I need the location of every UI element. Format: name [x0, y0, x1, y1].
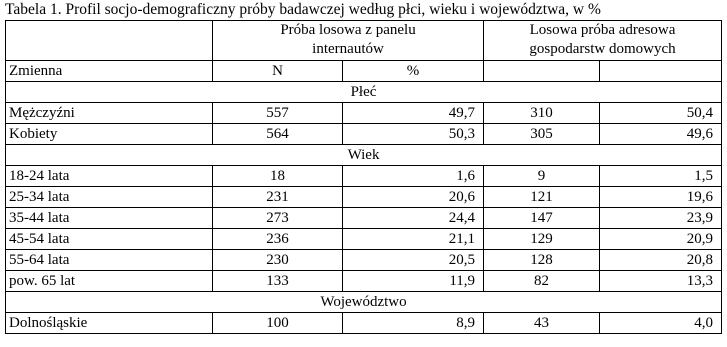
- header-pct-panel: %: [343, 61, 484, 82]
- cell-pct-panel: 21,1: [343, 229, 484, 250]
- cell-pct-household: 4,0: [600, 313, 722, 334]
- table-row: [6, 103, 722, 124]
- section-row: [6, 292, 722, 313]
- cell-pct-panel: 49,7: [343, 103, 484, 124]
- cell-n-panel: 557: [213, 103, 343, 124]
- cell-pct-household: 50,4: [600, 103, 722, 124]
- row-label: Mężczyźni: [6, 103, 213, 124]
- cell-pct-household: 20,9: [600, 229, 722, 250]
- header-group-household-line1: Losowa próba adresowa: [529, 22, 676, 38]
- header-group-internet-panel-line2: internautów: [312, 41, 384, 57]
- table-row: [6, 229, 722, 250]
- row-label: 18-24 lata: [6, 166, 213, 187]
- table-body: [6, 21, 722, 334]
- row-label: pow. 65 lat: [6, 271, 213, 292]
- section-title: Płeć: [6, 82, 722, 103]
- header-n-panel: N: [213, 61, 343, 82]
- cell-pct-household: 19,6: [600, 187, 722, 208]
- demographic-table: [5, 20, 722, 334]
- cell-pct-household: 49,6: [600, 124, 722, 145]
- table-row: [6, 313, 722, 334]
- row-label: 55-64 lata: [6, 250, 213, 271]
- table-row: [6, 166, 722, 187]
- cell-n-panel: 236: [213, 229, 343, 250]
- header-group-internet-panel: [213, 21, 484, 61]
- cell-n-panel: 231: [213, 187, 343, 208]
- cell-n-panel: 273: [213, 208, 343, 229]
- header-variable: Zmienna: [6, 61, 213, 82]
- header-group-household-line2: gospodarstw domowych: [529, 41, 676, 57]
- header-row-groups: [6, 21, 722, 61]
- cell-n-household: 82: [484, 271, 600, 292]
- table-row: [6, 271, 722, 292]
- row-label: 25-34 lata: [6, 187, 213, 208]
- cell-pct-household: 20,8: [600, 250, 722, 271]
- cell-n-household: 310: [484, 103, 600, 124]
- table-row: [6, 124, 722, 145]
- cell-n-panel: 564: [213, 124, 343, 145]
- table-caption: Tabela 1. Profil socjo-demograficzny próby badawczej według płci, wieku i województwa, w %: [5, 1, 601, 18]
- cell-n-panel: 230: [213, 250, 343, 271]
- table-row: [6, 250, 722, 271]
- cell-pct-household: 23,9: [600, 208, 722, 229]
- cell-n-household: 128: [484, 250, 600, 271]
- cell-n-panel: 100: [213, 313, 343, 334]
- cell-n-panel: 18: [213, 166, 343, 187]
- cell-n-household: 9: [484, 166, 600, 187]
- section-row: [6, 145, 722, 166]
- row-label: Dolnośląskie: [6, 313, 213, 334]
- cell-pct-panel: 1,6: [343, 166, 484, 187]
- cell-pct-panel: 24,4: [343, 208, 484, 229]
- cell-n-household: 305: [484, 124, 600, 145]
- cell-n-household: 43: [484, 313, 600, 334]
- cell-n-household: 147: [484, 208, 600, 229]
- header-empty-n-household: [484, 61, 600, 82]
- cell-pct-panel: 20,6: [343, 187, 484, 208]
- header-empty-cell: [6, 21, 213, 61]
- cell-pct-panel: 50,3: [343, 124, 484, 145]
- cell-pct-panel: 20,5: [343, 250, 484, 271]
- cell-pct-panel: 8,9: [343, 313, 484, 334]
- header-group-household-sample: [484, 21, 722, 61]
- header-group-internet-panel-line1: Próba losowa z panelu: [280, 22, 416, 38]
- header-empty-pct-household: [600, 61, 722, 82]
- cell-n-household: 121: [484, 187, 600, 208]
- section-title: Wiek: [6, 145, 722, 166]
- section-row: [6, 82, 722, 103]
- cell-n-panel: 133: [213, 271, 343, 292]
- row-label: 45-54 lata: [6, 229, 213, 250]
- table-row: [6, 208, 722, 229]
- section-title: Województwo: [6, 292, 722, 313]
- cell-n-household: 129: [484, 229, 600, 250]
- header-row-columns: [6, 61, 722, 82]
- cell-pct-household: 1,5: [600, 166, 722, 187]
- row-label: 35-44 lata: [6, 208, 213, 229]
- cell-pct-household: 13,3: [600, 271, 722, 292]
- table-row: [6, 187, 722, 208]
- row-label: Kobiety: [6, 124, 213, 145]
- cell-pct-panel: 11,9: [343, 271, 484, 292]
